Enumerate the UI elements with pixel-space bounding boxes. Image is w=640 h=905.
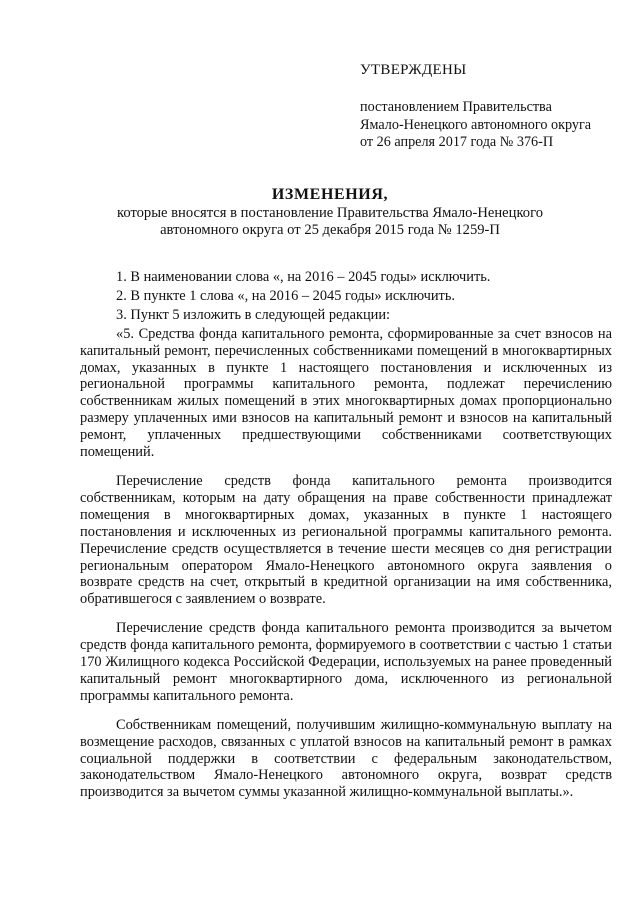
approval-line: от 26 апреля 2017 года № 376-П (360, 134, 554, 151)
document-header (80, 186, 580, 240)
body-paragraph: Собственникам помещений, получившим жилищно-коммунальную выплату на возмещение расходов, связанных с уплатой взносов на капитальный ремонт в рамках социальной поддержки в соответствии с федеральным законодательством, законодательством Ямало-Ненецкого автономного округа, возврат средств производится за вычетом суммы указанной жилищно-коммунальной выплаты.». (80, 716, 612, 801)
body-paragraph: Перечисление средств фонда капитального ремонта производится за вычетом средств фонда капитального ремонта, формируемого в соответствии с частью 1 статьи 170 Жилищного кодекса Российской Федерации, используемых на ранее проведенный капитальный ремонт многоквартирного дома, исключенного из региональной программы капитального ремонта. (80, 620, 612, 704)
body-paragraph: Перечисление средств фонда капитального ремонта производится собственникам, которым на дату обращения на праве собственности принадлежат помещения в многоквартирных домах, указанных в пункте 1 настоящего постановления и исключенных из региональной программы капитального ремонта. Перечисление средств осуществляется в течение шести месяцев со дня регистрации региональным оператором Ямало-Ненецкого автономного округа заявления о возврате средств на счет, открытый в кредитной организации на имя собственника, обратившегося с заявлением о возврате. (80, 472, 612, 608)
approval-heading: УТВЕРЖДЕНЫ (360, 62, 467, 78)
document-title: ИЗМЕНЕНИЯ, (271, 186, 389, 203)
amendment-item: 1. В наименовании слова «, на 2016 – 2045 годы» исключить. (116, 269, 491, 285)
body-paragraph: «5. Средства фонда капитального ремонта, сформированные за счет взносов на капитальный ремонт, перечисленных собственниками помещений в многоквартирных домах, указанных в пункте 1 настоящего постановления и исключенных из региональной программы капитального ремонта, подлежат перечислению собственникам жилых помещений в этих многоквартирных домах пропорционально размеру уплаченных ими взносов на капитальный ремонт и взносов на капитальный ремонт, уплаченных предшествующими собственниками соответствующих помещений. (80, 325, 612, 461)
amendment-item: 3. Пункт 5 изложить в следующей редакции: (116, 306, 391, 323)
amendment-item: 2. В пункте 1 слова «, на 2016 – 2045 годы» исключить. (116, 287, 455, 304)
document-subtitle-line: автономного округа от 25 декабря 2015 года № 1259-П (160, 222, 500, 239)
approval-line: постановлением Правительства (360, 99, 552, 116)
document-body (80, 269, 612, 801)
approval-line: Ямало-Ненецкого автономного округа (360, 116, 592, 133)
document-subtitle-line: которые вносятся в постановление Правительства Ямало-Ненецкого (116, 205, 544, 222)
approval-block (360, 62, 591, 152)
